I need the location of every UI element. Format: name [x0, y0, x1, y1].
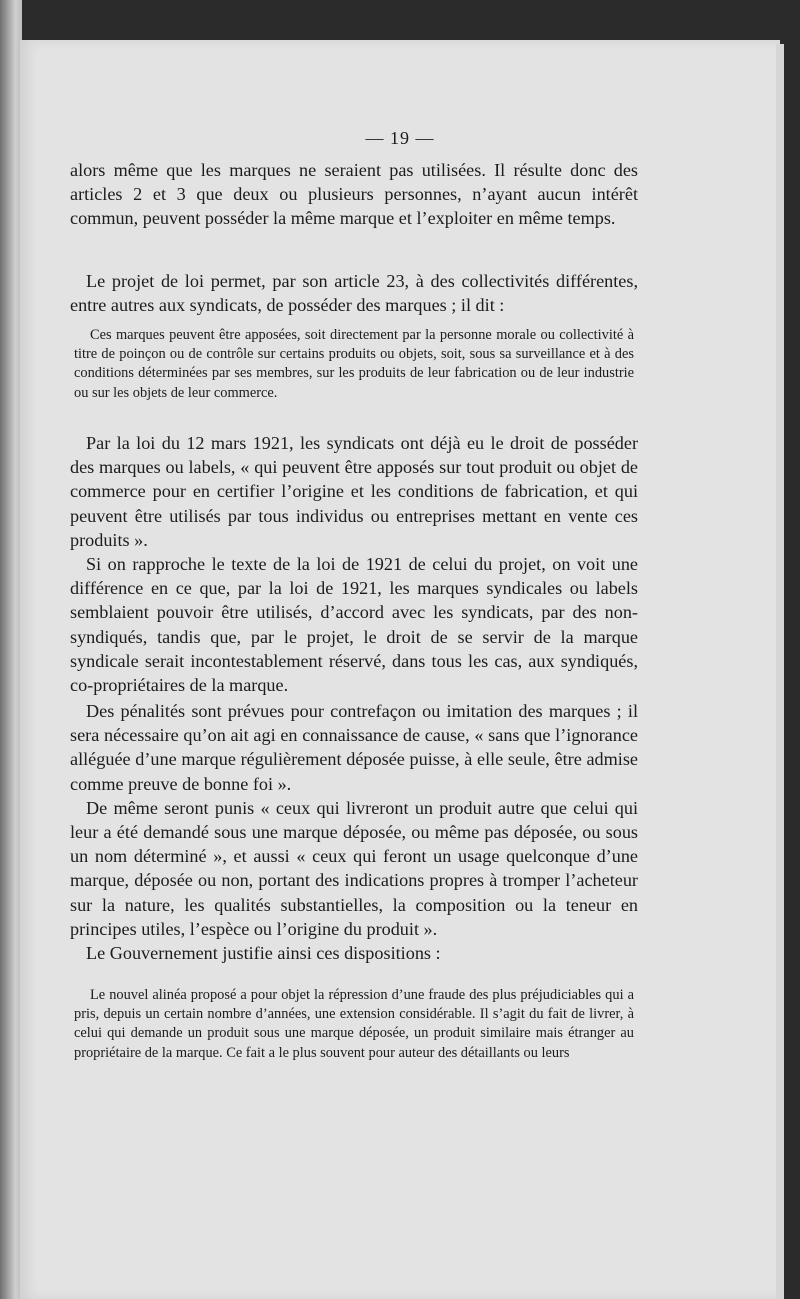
paragraph-block-2 — [70, 269, 638, 317]
paragraph-7: Le Gouvernement justifie ainsi ces dispositions : — [86, 943, 441, 964]
paragraph-6: De même seront punis « ceux qui livreront un produit autre que celui qui leur a été demandé sous une marque déposée, ou même pas déposée, ou sous un nom déterminé », et aussi « ceux qui feront un usage quelconque d’une marque, déposée ou non, portant des indications propres à tromper l’acheteur sur la nature, les qualités substantielles, la composition ou la teneur en principes utiles, l’espèce ou l’origine du produit ». — [70, 797, 638, 939]
quotation-gouvernement — [70, 986, 638, 1063]
quote-paragraph-2: Le nouvel alinéa proposé a pour objet la répression d’une fraude des plus préjudiciables qui a pris, depuis un certain nombre d’années, une extension considérable. Il s’agit du fait de livrer, à celui qui demande un produit sous une marque déposée, un produit similaire mais étranger au propriétaire de la marque. Ce fait a le plus souvent pour auteur des détaillants ou leurs — [74, 987, 634, 1061]
quote-paragraph: Ces marques peuvent être apposées, soit directement par la personne morale ou collectivité à titre de poinçon ou de contrôle sur certains produits ou objets, soit, sous sa surveillance et à des conditions déterminées par ses membres, sur les produits de leur fabrication ou de leur industrie ou sur les objets de leur commerce. — [74, 327, 634, 401]
paragraph-3: Par la loi du 12 mars 1921, les syndicats ont déjà eu le droit de posséder des marques ou labels, « qui peuvent être apposés sur tout produit ou objet de commerce pour en certifier l’origine et les conditions de fabrication, et qui peuvent être utilisés par tous individus ou entreprises mettant en vente ces produits ». — [70, 433, 638, 550]
paragraph-block-4 — [70, 699, 638, 965]
paragraph-2: Le projet de loi permet, par son article 23, à des collectivités différentes, entre autres aux syndicats, de posséder des marques ; il dit : — [70, 271, 638, 316]
paragraph-4: Si on rapproche le texte de la loi de 1921 de celui du projet, on voit une différence en ce que, par la loi de 1921, les marques syndicales ou labels semblaient pouvoir être utilisés, d’accord avec les syndicats, par des non-syndiqués, tandis que, par le projet, le droit de se servir de la marque syndicale serait incontestablement réservé, dans tous les cas, aux syndiqués, co-propriétaires de la marque. — [70, 554, 638, 696]
paragraph-1: alors même que les marques ne seraient pas utilisées. Il résulte donc des articles 2 et 3 que deux ou plusieurs personnes, n’ayant aucun intérêt commun, peuvent posséder la même marque et l’exploiter en même temps. — [70, 160, 638, 229]
page-edge — [776, 44, 784, 1299]
page-number: — 19 — — [365, 128, 435, 148]
paragraph-continuation — [70, 158, 638, 231]
book-spine-edge — [0, 0, 22, 1299]
paragraph-5: Des pénalités sont prévues pour contrefaçon ou imitation des marques ; il sera nécessaire qu’on ait agi en connaissance de cause, « sans que l’ignorance alléguée d’une marque régulièrement déposée puisse, à elle seule, être admise comme preuve de bonne foi ». — [70, 701, 638, 794]
quotation-article-23 — [70, 326, 638, 403]
paragraph-block-3 — [70, 431, 638, 697]
